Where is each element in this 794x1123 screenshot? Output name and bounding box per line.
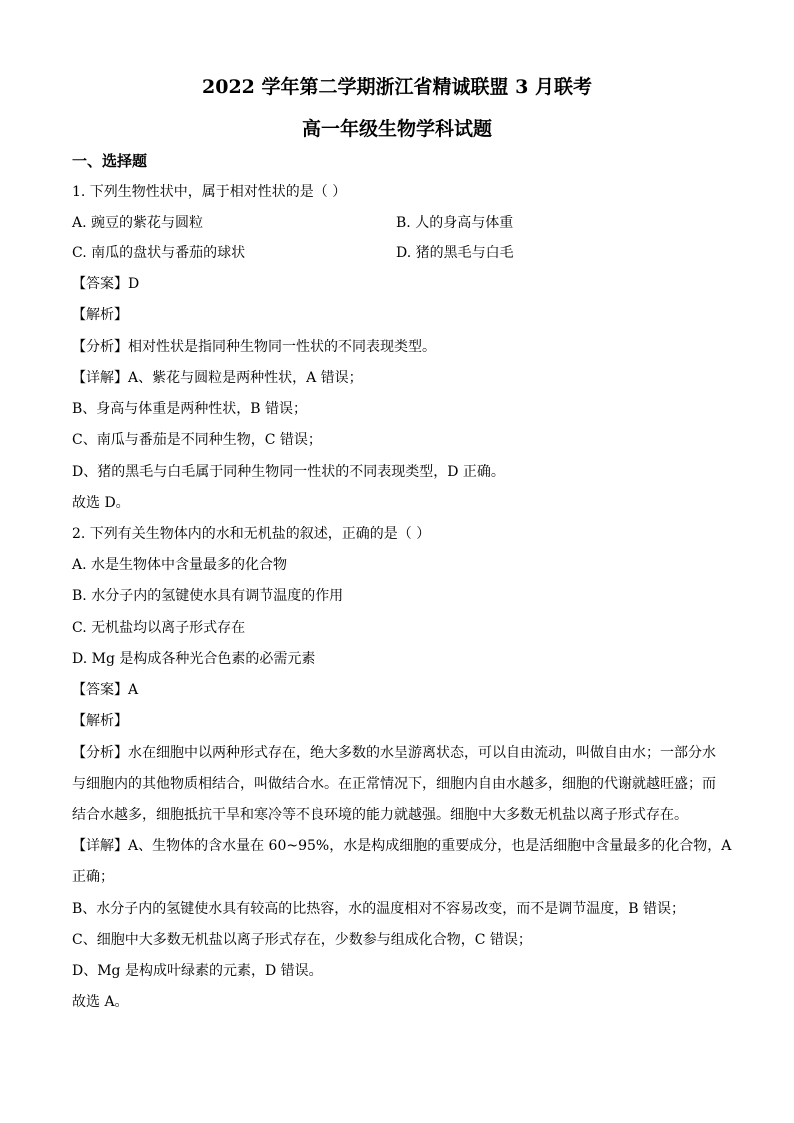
q2-option-d: D. Mg 是构成各种光合色素的必需元素 xyxy=(72,651,316,667)
q1-analysis: 【分析】相对性状是指同种生物同一性状的不同表现类型。 xyxy=(72,339,436,355)
q2-analysis-line-2: 与细胞内的其他物质相结合，叫做结合水。在正常情况下，细胞内自由水越多，细胞的代谢就越旺盛；而 xyxy=(72,776,716,792)
q1-detail-c: C、南瓜与番茄是不同种生物，C 错误； xyxy=(72,432,322,448)
q1-option-b: B. 人的身高与体重 xyxy=(396,215,514,231)
q1-analysis-label: 【解析】 xyxy=(72,307,128,323)
q1-option-d: D. 猪的黑毛与白毛 xyxy=(396,245,514,261)
q1-detail: 【详解】A、紫花与圆粒是两种性状，A 错误； xyxy=(72,370,363,386)
q2-stem: 2. 下列有关生物体内的水和无机盐的叙述，正确的是（ ） xyxy=(72,526,431,542)
q2-answer: 【答案】A xyxy=(72,682,139,698)
section-heading: 一、选择题 xyxy=(72,152,148,170)
q2-detail-d: D、Mg 是构成叶绿素的元素，D 错误。 xyxy=(72,963,323,979)
q2-conclusion: 故选 A。 xyxy=(72,994,129,1010)
q2-option-c: C. 无机盐均以离子形式存在 xyxy=(72,620,246,636)
q1-answer: 【答案】D xyxy=(72,276,140,292)
q1-conclusion: 故选 D。 xyxy=(72,495,130,511)
q2-option-a: A. 水是生物体中含量最多的化合物 xyxy=(72,557,288,573)
q2-detail-line-1: 【详解】A、生物体的含水量在 60~95%，水是构成细胞的重要成分，也是活细胞中含量最多的化合物，A xyxy=(72,838,732,854)
page-subtitle: 高一年级生物学科试题 xyxy=(301,118,492,140)
q2-analysis-line-3: 结合水越多，细胞抵抗干旱和寒冷等不良环境的能力就越强。细胞中大多数无机盐以离子形式存在。 xyxy=(72,807,688,823)
q1-stem: 1. 下列生物性状中，属于相对性状的是（ ） xyxy=(72,184,347,200)
q1-option-c: C. 南瓜的盘状与番茄的球状 xyxy=(72,245,246,261)
q2-option-b: B. 水分子内的氢键使水具有调节温度的作用 xyxy=(72,588,344,604)
page-title: 2022 学年第二学期浙江省精诚联盟 3 月联考 xyxy=(202,76,592,98)
q1-detail-b: B、身高与体重是两种性状，B 错误； xyxy=(72,401,308,417)
q2-detail-line-2: 正确； xyxy=(72,869,114,885)
q2-detail-c: C、细胞中大多数无机盐以离子形式存在，少数参与组成化合物，C 错误； xyxy=(72,932,532,948)
q2-analysis-label: 【解析】 xyxy=(72,713,128,729)
q1-option-a: A. 豌豆的紫花与圆粒 xyxy=(72,215,204,231)
q1-detail-d: D、猪的黑毛与白毛属于同种生物同一性状的不同表现类型，D 正确。 xyxy=(72,464,505,480)
q2-detail-b: B、水分子内的氢键使水具有较高的比热容，水的温度相对不容易改变，而不是调节温度，B 错误； xyxy=(72,901,686,917)
q2-analysis-line-1: 【分析】水在细胞中以两种形式存在，绝大多数的水呈游离状态，可以自由流动，叫做自由水；一部分水 xyxy=(72,745,716,761)
